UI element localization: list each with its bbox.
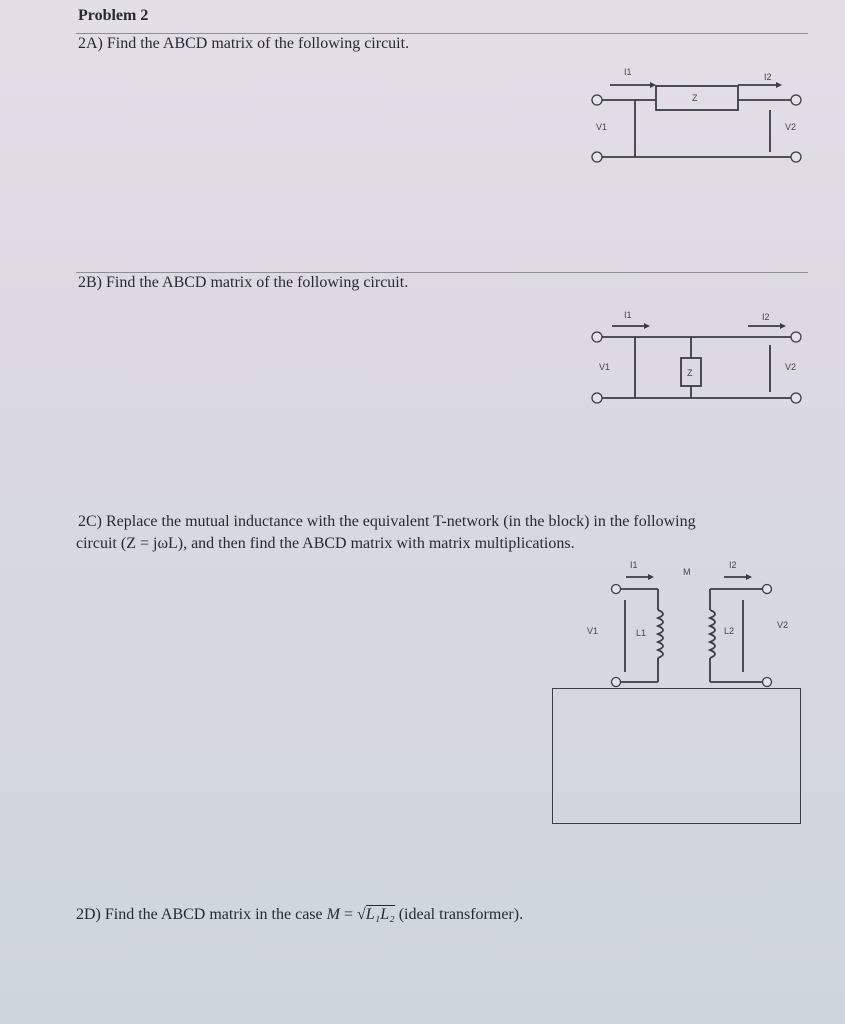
question-2d <box>76 905 523 925</box>
formula-m: M <box>326 906 340 923</box>
voltage-v2-label: V2 <box>777 620 789 630</box>
current-i1-label: I1 <box>624 310 632 320</box>
impedance-z-label: Z <box>687 368 693 378</box>
t-network-answer-block <box>552 688 801 824</box>
current-i2-label: I2 <box>764 72 772 82</box>
voltage-v2-label: V2 <box>785 362 797 372</box>
question-2d-suffix: (ideal transformer). <box>394 906 524 923</box>
formula-eq: = √ <box>339 906 366 923</box>
question-2c-line2: circuit (Z = jωL), and then find the ABCD matrix with matrix multiplications. <box>76 535 575 552</box>
voltage-v1-label: V1 <box>599 362 611 372</box>
terminal <box>612 585 621 594</box>
formula-radicand: L₁L₂ <box>365 906 395 923</box>
current-i2-label: I2 <box>729 560 737 570</box>
question-2c-line1: 2C) Replace the mutual inductance with the equivalent T-network (in the block) in the following <box>78 513 696 530</box>
question-2d-prefix: 2D) Find the ABCD matrix in the case <box>76 906 327 923</box>
current-i2-label: I2 <box>762 312 770 322</box>
voltage-v1-label: V1 <box>596 122 608 132</box>
inductor-l2 <box>710 610 715 658</box>
terminal <box>763 678 772 687</box>
impedance-z-label: Z <box>692 93 698 103</box>
voltage-v2-label: V2 <box>785 122 797 132</box>
current-i1-label: I1 <box>624 67 632 77</box>
question-2b: 2B) Find the ABCD matrix of the following circuit. <box>78 274 409 291</box>
problem-title: Problem 2 <box>78 7 149 24</box>
current-i1-label: I1 <box>630 560 638 570</box>
question-2a: 2A) Find the ABCD matrix of the following circuit. <box>78 35 410 52</box>
voltage-v1-label: V1 <box>587 626 599 636</box>
mutual-m-label: M <box>683 567 691 577</box>
inductor-l2-label: L2 <box>724 626 735 636</box>
terminal <box>612 678 621 687</box>
inductor-l1-label: L1 <box>636 628 647 638</box>
terminal <box>763 585 772 594</box>
inductor-l1 <box>658 610 663 658</box>
